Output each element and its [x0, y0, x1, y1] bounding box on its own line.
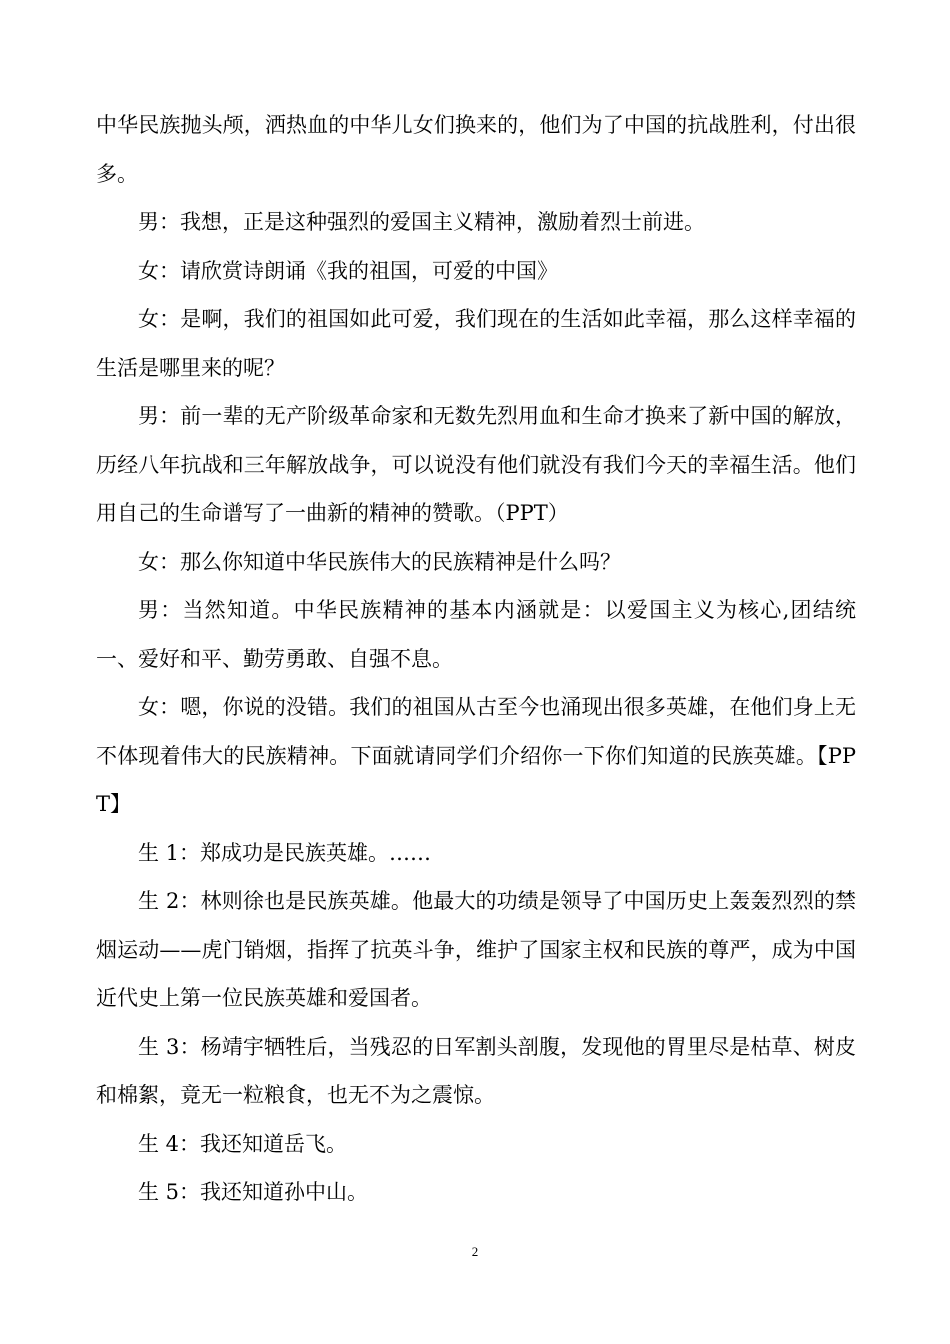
- paragraph-male-patriotism: 男：我想，正是这种强烈的爱国主义精神，激励着烈士前进。: [138, 210, 705, 234]
- paragraph-student-4: 生 4：我还知道岳飞。: [138, 1131, 348, 1156]
- paragraph-student-5: 生 5：我还知道孙中山。: [138, 1180, 369, 1204]
- paragraph-female-happy-life: 女：是啊，我们的祖国如此可爱，我们现在的生活如此幸福，那么这样幸福的生活是哪里来的呢？: [96, 307, 856, 380]
- page-number: 2: [471, 1244, 479, 1259]
- paragraph-male-revolutionaries: 男：前一辈的无产阶级革命家和无数先烈用血和生命才换来了新中国的解放，历经八年抗战和三年解放战争，可以说没有他们就没有我们今天的幸福生活。他们用自己的生命谱写了一曲新的精神的赞歌。（PPT）: [96, 404, 856, 525]
- paragraph-male-spirit-meaning: 男：当然知道。中华民族精神的基本内涵就是：以爱国主义为核心,团结统一、爱好和平、勤劳勇敢、自强不息。: [96, 598, 856, 671]
- document-body: [96, 101, 856, 1217]
- paragraph-student-1: 生 1：郑成功是民族英雄。……: [138, 840, 432, 865]
- paragraph-student-3: 生 3：杨靖宇牺牲后，当残忍的日军割头剖腹，发现他的胃里尽是枯草、树皮和棉絮，竟无一粒粮食，也无不为之震惊。: [96, 1034, 856, 1107]
- paragraph-female-heroes: 女：嗯，你说的没错。我们的祖国从古至今也涌现出很多英雄，在他们身上无不体现着伟大的民族精神。下面就请同学们介绍你一下你们知道的民族英雄。【PPT】: [96, 695, 856, 816]
- paragraph-continuation: 中华民族抛头颅，洒热血的中华儿女们换来的，他们为了中国的抗战胜利，付出很多。: [96, 113, 856, 186]
- paragraph-student-2: 生 2：林则徐也是民族英雄。他最大的功绩是领导了中国历史上轰轰烈烈的禁烟运动——虎门销烟，指挥了抗英斗争，维护了国家主权和民族的尊严，成为中国近代史上第一位民族英雄和爱国者。: [96, 889, 856, 1010]
- paragraph-poem-recital: 女：请欣赏诗朗诵《我的祖国，可爱的中国》: [138, 258, 558, 283]
- paragraph-female-national-spirit: 女：那么你知道中华民族伟大的民族精神是什么吗？: [138, 549, 621, 574]
